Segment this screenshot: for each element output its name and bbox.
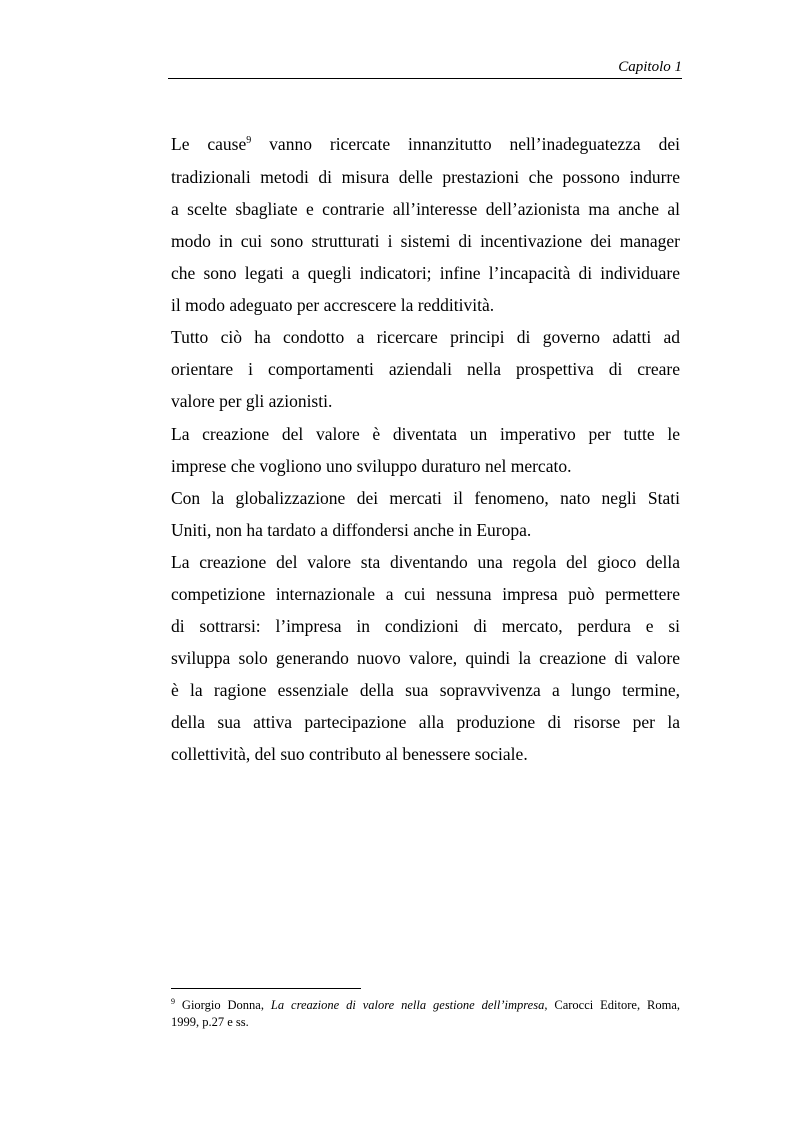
footnote-publisher: , Carocci Editore, Roma, [544, 998, 680, 1012]
paragraph-line: sviluppa solo generando nuovo valore, quindi la creazione di valore [171, 648, 680, 668]
footnote-line [171, 997, 680, 1013]
paragraph-line: valore per gli azionisti. [171, 391, 333, 411]
paragraph-line: Tutto ciò ha condotto a ricercare principi di governo adatti ad [171, 327, 680, 347]
text-span: vanno ricercate innanzitutto nell’inadeguatezza dei [251, 134, 680, 154]
paragraph-line: Con la globalizzazione dei mercati il fenomeno, nato negli Stati [171, 488, 680, 508]
paragraph-line: che sono legati a quegli indicatori; infine l’incapacità di individuare [171, 263, 680, 283]
paragraph-line: della sua attiva partecipazione alla produzione di risorse per la [171, 712, 680, 732]
paragraph-line: di sottrarsi: l’impresa in condizioni di mercato, perdura e si [171, 616, 680, 636]
paragraph-line: imprese che vogliono uno sviluppo duraturo nel mercato. [171, 456, 572, 476]
footnote-author: Giorgio Donna, [175, 998, 271, 1012]
footnote-line: 1999, p.27 e ss. [171, 1015, 249, 1029]
footnote-number: 9 [171, 997, 175, 1006]
paragraph-line: La creazione del valore sta diventando una regola del gioco della [171, 552, 680, 572]
paragraph-line: è la ragione essenziale della sua sopravvivenza a lungo termine, [171, 680, 680, 700]
page-header [168, 56, 682, 79]
paragraph-line: tradizionali metodi di misura delle prestazioni che possono indurre [171, 167, 680, 187]
text-span: Le cause [171, 134, 247, 154]
paragraph-line: il modo adeguato per accrescere la redditività. [171, 295, 495, 315]
paragraph-line: orientare i comportamenti aziendali nella prospettiva di creare [171, 359, 680, 379]
paragraph-line: La creazione del valore è diventata un imperativo per tutte le [171, 424, 680, 444]
footnote-book-title: La creazione di valore nella gestione dell’impresa [270, 998, 545, 1012]
chapter-title: Capitolo 1 [618, 59, 682, 75]
paragraph-line: a scelte sbagliate e contrarie all’interesse dell’azionista ma anche al [171, 199, 680, 219]
footnote-separator [171, 988, 361, 989]
paragraph-line [171, 133, 680, 155]
paragraph-line: collettività, del suo contributo al benessere sociale. [171, 744, 528, 764]
paragraph-line: competizione internazionale a cui nessuna impresa può permettere [171, 584, 680, 604]
footnote-reference[interactable]: 9 [246, 135, 252, 146]
paragraph-line: modo in cui sono strutturati i sistemi di incentivazione dei manager [171, 231, 680, 251]
paragraph-line: Uniti, non ha tardato a diffondersi anche in Europa. [171, 520, 532, 540]
